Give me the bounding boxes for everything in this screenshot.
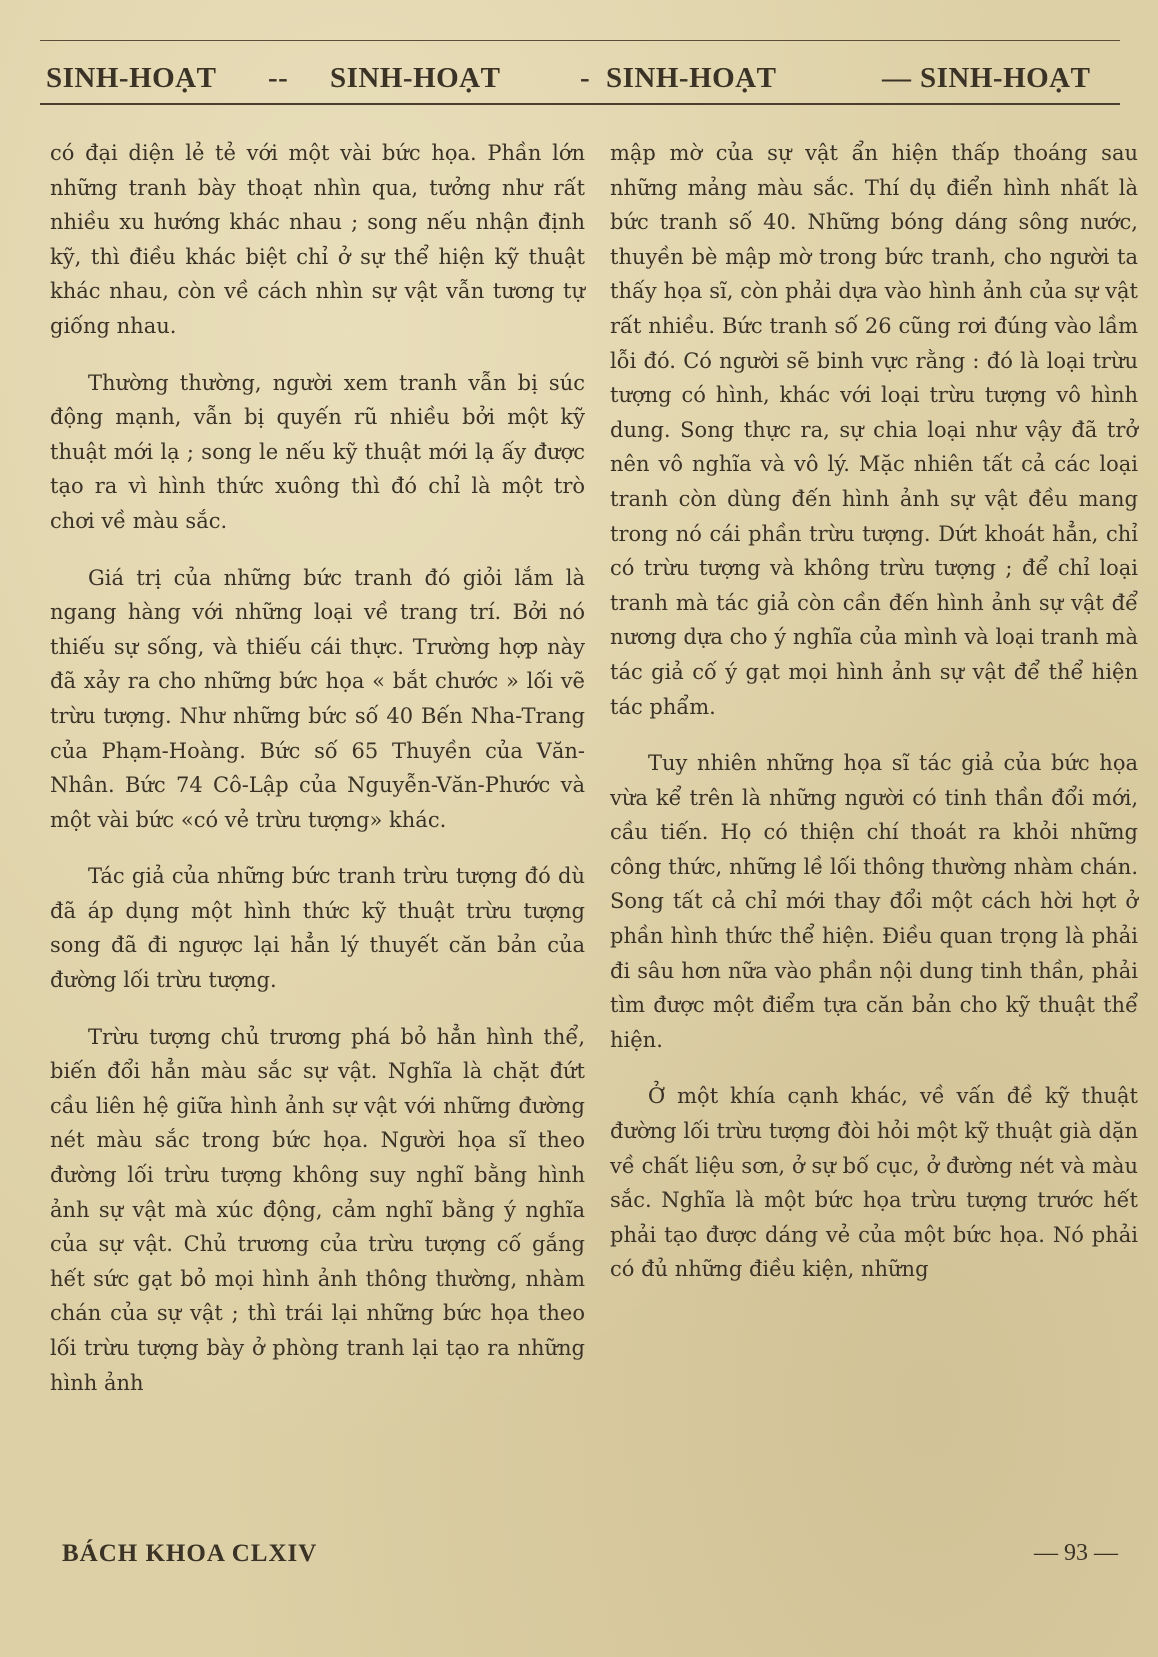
running-head xyxy=(40,50,1120,102)
paragraph: Tác giả của những bức tranh trừu tượng đó dù đã áp dụng một hình thức kỹ thuật trừu tượng song đã đi ngược lại hẳn lý thuyết căn bản của đường lối trừu tượng. xyxy=(50,864,585,993)
running-head-2: SINH-HOẠT xyxy=(330,62,501,94)
right-column xyxy=(610,136,1138,1309)
magazine-issue: BÁCH KHOA CLXIV xyxy=(62,1540,318,1567)
paragraph: có đại diện lẻ tẻ với một vài bức họa. Phần lớn những tranh bày thoạt nhìn qua, tưởng như rất nhiều xu hướng khác nhau ; song nếu nhận định kỹ, thì điều khác biệt chỉ ở sự thể hiện kỹ thuật khác nhau, còn về cách nhìn sự vật vẫn tương tự giống nhau. xyxy=(50,141,585,338)
running-head-sep-3: — xyxy=(882,62,912,94)
page-number: — 93 — xyxy=(1034,1540,1118,1566)
running-head-sep-1: -- xyxy=(268,62,289,94)
left-column xyxy=(50,136,585,1422)
paragraph: Thường thường, người xem tranh vẫn bị súc động mạnh, vẫn bị quyến rũ nhiều bởi một kỹ thuật mới lạ ; song le nếu kỹ thuật mới lạ ấy được tạo ra vì hình thức xuông thì đó chỉ là một trò chơi về màu sắc. xyxy=(50,370,585,533)
running-head-3: SINH-HOẠT xyxy=(606,62,777,94)
paragraph: Ở một khía cạnh khác, về vấn đề kỹ thuật đường lối trừu tượng đòi hỏi một kỹ thuật già dặn về chất liệu sơn, ở sự bố cục, ở đường nét và màu sắc. Nghĩa là một bức họa trừu tượng trước hết phải tạo được dáng vẻ của một bức họa. Nó phải có đủ những điều kiện, những xyxy=(610,1084,1138,1282)
top-rule xyxy=(40,40,1120,41)
page-footer xyxy=(62,1540,1118,1580)
paragraph: mập mờ của sự vật ẩn hiện thấp thoáng sau những mảng màu sắc. Thí dụ điển hình nhất là bức tranh số 40. Những bóng dáng sông nước, thuyền bè mập mờ trong bức tranh, cho người ta thấy họa sĩ, còn phải dựa vào hình ảnh của sự vật rất nhiều. Bức tranh số 26 cũng rơi đúng vào lầm lỗi đó. Có người sẽ binh vực rằng : đó là loại trừu tượng có hình, khác với loại trừu tượng vô hình dung. Song thực ra, sự chia loại như vậy đã trở nên vô nghĩa và vô lý. Mặc nhiên tất cả các loại tranh còn dùng đến hình ảnh sự vật đều mang trong nó cái phần trừu tượng. Dứt khoát hẳn, chỉ có trừu tượng và không trừu tượng ; để chỉ loại tranh mà tác giả còn cần đến hình ảnh sự vật để nương dựa cho ý nghĩa của mình và loại tranh mà tác giả cố ý gạt mọi hình ảnh sự vật để thể hiện tác phẩm. xyxy=(610,141,1138,719)
running-head-4: SINH-HOẠT xyxy=(920,62,1091,94)
header-rule xyxy=(40,103,1120,105)
running-head-1: SINH-HOẠT xyxy=(46,62,217,94)
running-head-sep-2: - xyxy=(580,62,591,94)
paragraph: Tuy nhiên những họa sĩ tác giả của bức họa vừa kể trên là những người có tinh thần đổi mới, cầu tiến. Họ có thiện chí thoát ra khỏi những công thức, những lề lối thông thường nhàm chán. Song tất cả chỉ mới thay đổi một cách hời hợt ở phần hình thức thể hiện. Điều quan trọng là phải đi sâu hơn nữa vào phần nội dung tinh thần, phải tìm được một điểm tựa căn bản cho kỹ thuật thể hiện. xyxy=(610,751,1138,1052)
paragraph: Giá trị của những bức tranh đó giỏi lắm là ngang hàng với những loại về trang trí. Bởi nó thiếu sự sống, và thiếu cái thực. Trường hợp này đã xảy ra cho những bức họa « bắt chước » lối vẽ trừu tượng. Như những bức số 40 Bến Nha-Trang của Phạm-Hoàng. Bức số 65 Thuyền của Văn-Nhân. Bức 74 Cô-Lập của Nguyễn-Văn-Phước và một vài bức «có vẻ trừu tượng» khác. xyxy=(50,565,585,832)
paragraph: Trừu tượng chủ trương phá bỏ hẳn hình thể, biến đổi hẳn màu sắc sự vật. Nghĩa là chặt đứt cầu liên hệ giữa hình ảnh sự vật với những đường nét màu sắc trong bức họa. Người họa sĩ theo đường lối trừu tượng không suy nghĩ bằng hình ảnh sự vật mà xúc động, cảm nghĩ bằng ý nghĩa của sự vật. Chủ trương của trừu tượng cố gắng hết sức gạt bỏ mọi hình ảnh thông thường, nhàm chán của sự vật ; thì trái lại những bức họa theo lối trừu tượng bày ở phòng tranh lại tạo ra những hình ảnh xyxy=(50,1024,585,1395)
